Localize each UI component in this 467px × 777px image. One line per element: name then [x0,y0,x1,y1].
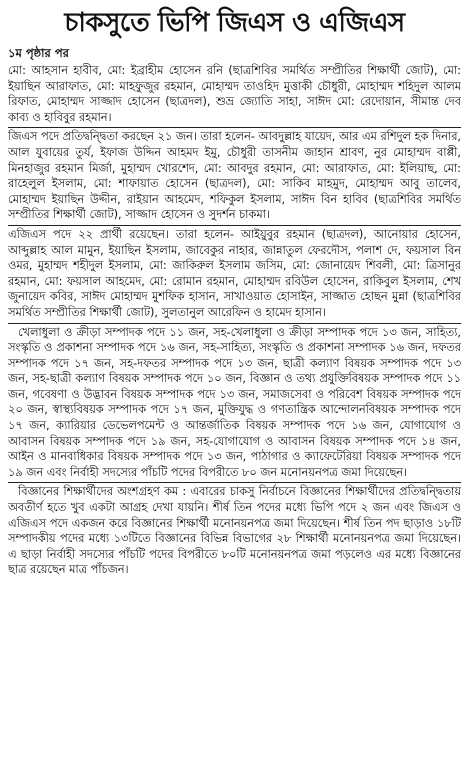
secretary-posts-paragraph: খেলাধুলা ও ক্রীড়া সম্পাদক পদে ১১ জন, সহ-খেলাধুলা ও ক্রীড়া সম্পাদক পদে ১৩ জন, সাহিত্য, সংস্কৃতি ও প্রকাশনা সম্পাদক পদে ১৬ জন, সহ-সাহিত্য, সংস্কৃতি ও প্রকাশনা সম্পাদক ১৬ জন, দফতর সম্পাদক পদে ১৭ জন, সহ-দফতর সম্পাদক পদে ১৩ জন, ছাত্রী কল্যাণ বিষয়ক সম্পাদক পদে ১৩ জন, সহ-ছাত্রী কল্যাণ বিষয়ক সম্পাদক পদে ১০ জন, বিজ্ঞান ও তথ্য প্রযুক্তিবিষয়ক সম্পাদক পদে ১১ জন, গবেষণা ও উদ্ভাবন বিষয়ক সম্পাদক পদে ১৩ জন, সমাজসেবা ও পরিবেশ বিষয়ক সম্পাদক পদে ২০ জন, স্বাস্থ্যবিষয়ক সম্পাদক পদে ১৭ জন, মুক্তিযুদ্ধ ও গণতান্ত্রিক আন্দোলনবিষয়ক সম্পাদক পদে ১৭ জন, ক্যারিয়ার ডেভেলপমেন্ট ও আন্তর্জাতিক বিষয়ক সম্পাদক পদে ১৬ জন, যোগাযোগ ও আবাসন বিষয়ক সম্পাদক পদে ১৯ জন, সহ-যোগাযোগ ও আবাসন বিষয়ক সম্পাদক পদে ১৪ জন, আইন ও মানবাধিকার বিষয়ক সম্পাদক পদে ১৩ জন, পাঠাগার ও ক্যাফেটেরিয়া বিষয়ক সম্পাদক পদে ১৯ জন এবং নির্বাহী সদস্যের পাঁচটি পদের বিপরীতে ৮০ জন মনোনয়নপত্র জমা দিয়েছেন। [8,323,461,481]
article-body [8,42,461,775]
continued-from-page-label: ১ম পৃষ্ঠার পর [8,46,69,60]
gs-candidates-paragraph: জিএস পদে প্রতিদ্বন্দ্বিতা করছেন ২১ জন। তারা হলেন- আবদুল্লাহ যায়েদ, আর এম রশিদুল হক দিনার, আল যুবায়ের তুর্য, ইফাজ উদ্দিন আহমদ ইমু, চৌধুরী তাসনীম জাহান শ্রাবণ, নুর মোহাম্মদ বাপ্পী, মিনহাজুর রহমান মির্জা, মুহাম্মদ খোরশেদ, মো: আবদুর রহমান, মো: আরাফাত, মো: ইলিয়াছ, মো: রাহেলুল ইসলাম, মো: শাফায়াত হোসেন (ছাত্রদল), মো: সাকিব মাহমুদ, মোহাম্মদ আবু তালেব, মোহাম্মদ ইয়াছিন উদ্দীন, রাইয়ান আহমেদ, শফিকুল ইসলাম, সাঈদ বিন হাবিব (ছাত্রশিবির সমর্থিত সম্প্রীতির শিক্ষার্থী জোট), সাজ্জাদ হোসেন ও সুদর্শন চাকমা। [8,127,461,223]
vp-candidates-paragraph: মো: আহসান হাবীব, মো: ইব্রাহীম হোসেন রনি (ছাত্রশিবির সমর্থিত সম্প্রীতির শিক্ষার্থী জোট), মো: ইয়াছিন আরাফাত, মো: মাহফুজুর রহমান, মোহাম্মদ তাওহিদ মুত্তাকী চৌধুরী, মোহাম্মদ শহিদুল আলম রিফাত, মোহাম্মদ সাজ্জাদ হোসেন (ছাত্রদল), শুভ্র জ্যোতি সাহা, সাঈদ মো: রেদোয়ান, সীমান্ত দেব কাব্য ও হাবিবুর রহমান। [8,64,461,124]
science-students-paragraph: বিজ্ঞানের শিক্ষার্থীদের অংশগ্রহণ কম : এবারের চাকসু নির্বাচনে বিজ্ঞানের শিক্ষার্থীদের প্রতিদ্বন্দ্বিতায় অবতীর্ণ হতে খুব একটা আগ্রহ দেখা যায়নি। শীর্ষ তিন পদের মধ্যে ভিপি পদে ২ জন এবং জিএস ও এজিএস পদে একজন করে বিজ্ঞানের শিক্ষার্থী মনোনয়নপত্র জমা দিয়েছেন। শীর্ষ তিন পদ ছাড়াও ১৮টি সম্পাদকীয় পদের মধ্যে ১৩টিতে বিজ্ঞানের বিভিন্ন বিভাগের ২৮ শিক্ষার্থী মনোনয়নপত্র জমা দিয়েছেন। এ ছাড়া নির্বাহী সদস্যের পাঁচটি পদের বিপরীতে ৮০টি মনোনয়নপত্র জমা পড়লেও এর মধ্যে বিজ্ঞানের ছাত্র রয়েছেন মাত্র পাঁচজন। [8,482,461,578]
ags-candidates-paragraph: এজিএস পদে ২২ প্রার্থী রয়েছেন। তারা হলেন- আইয়ুবুর রহমান (ছাত্রদল), আনোয়ার হোসেন, আব্দুল্লাহ আল মামুন, ইয়াছিন ইসলাম, জাবেকুর নাহার, জান্নাতুল ফেরদৌস, পলাশ দে, ফয়সাল বিন ওমর, মুহাম্মদ শহীদুল ইসলাম, মো: জাকিরুল ইসলাম জসিম, মো: জোনায়েদ শিবলী, মো: ত্রিসানুর রহমান, মো: ফয়সাল আহমেদ, মো: রোমান রহমান, মোহাম্মদ রবিউল হোসেন, রাকিবুল ইসলাম, শেখ জুনায়েদ কবির, সাঈদ মোহাম্মদ মুশফিক হাসান, সাখাওয়াত হোসাইন, সাজ্জাত হোছন মুন্না (ছাত্রশিবির সমর্থিত সম্প্রীতির শিক্ষার্থী জোট), সুলতানুল আরেফিন ও হামেদ হাসান। [8,225,461,321]
headline: চাকসুতে ভিপি জিএস ও এজিএস [64,8,405,38]
